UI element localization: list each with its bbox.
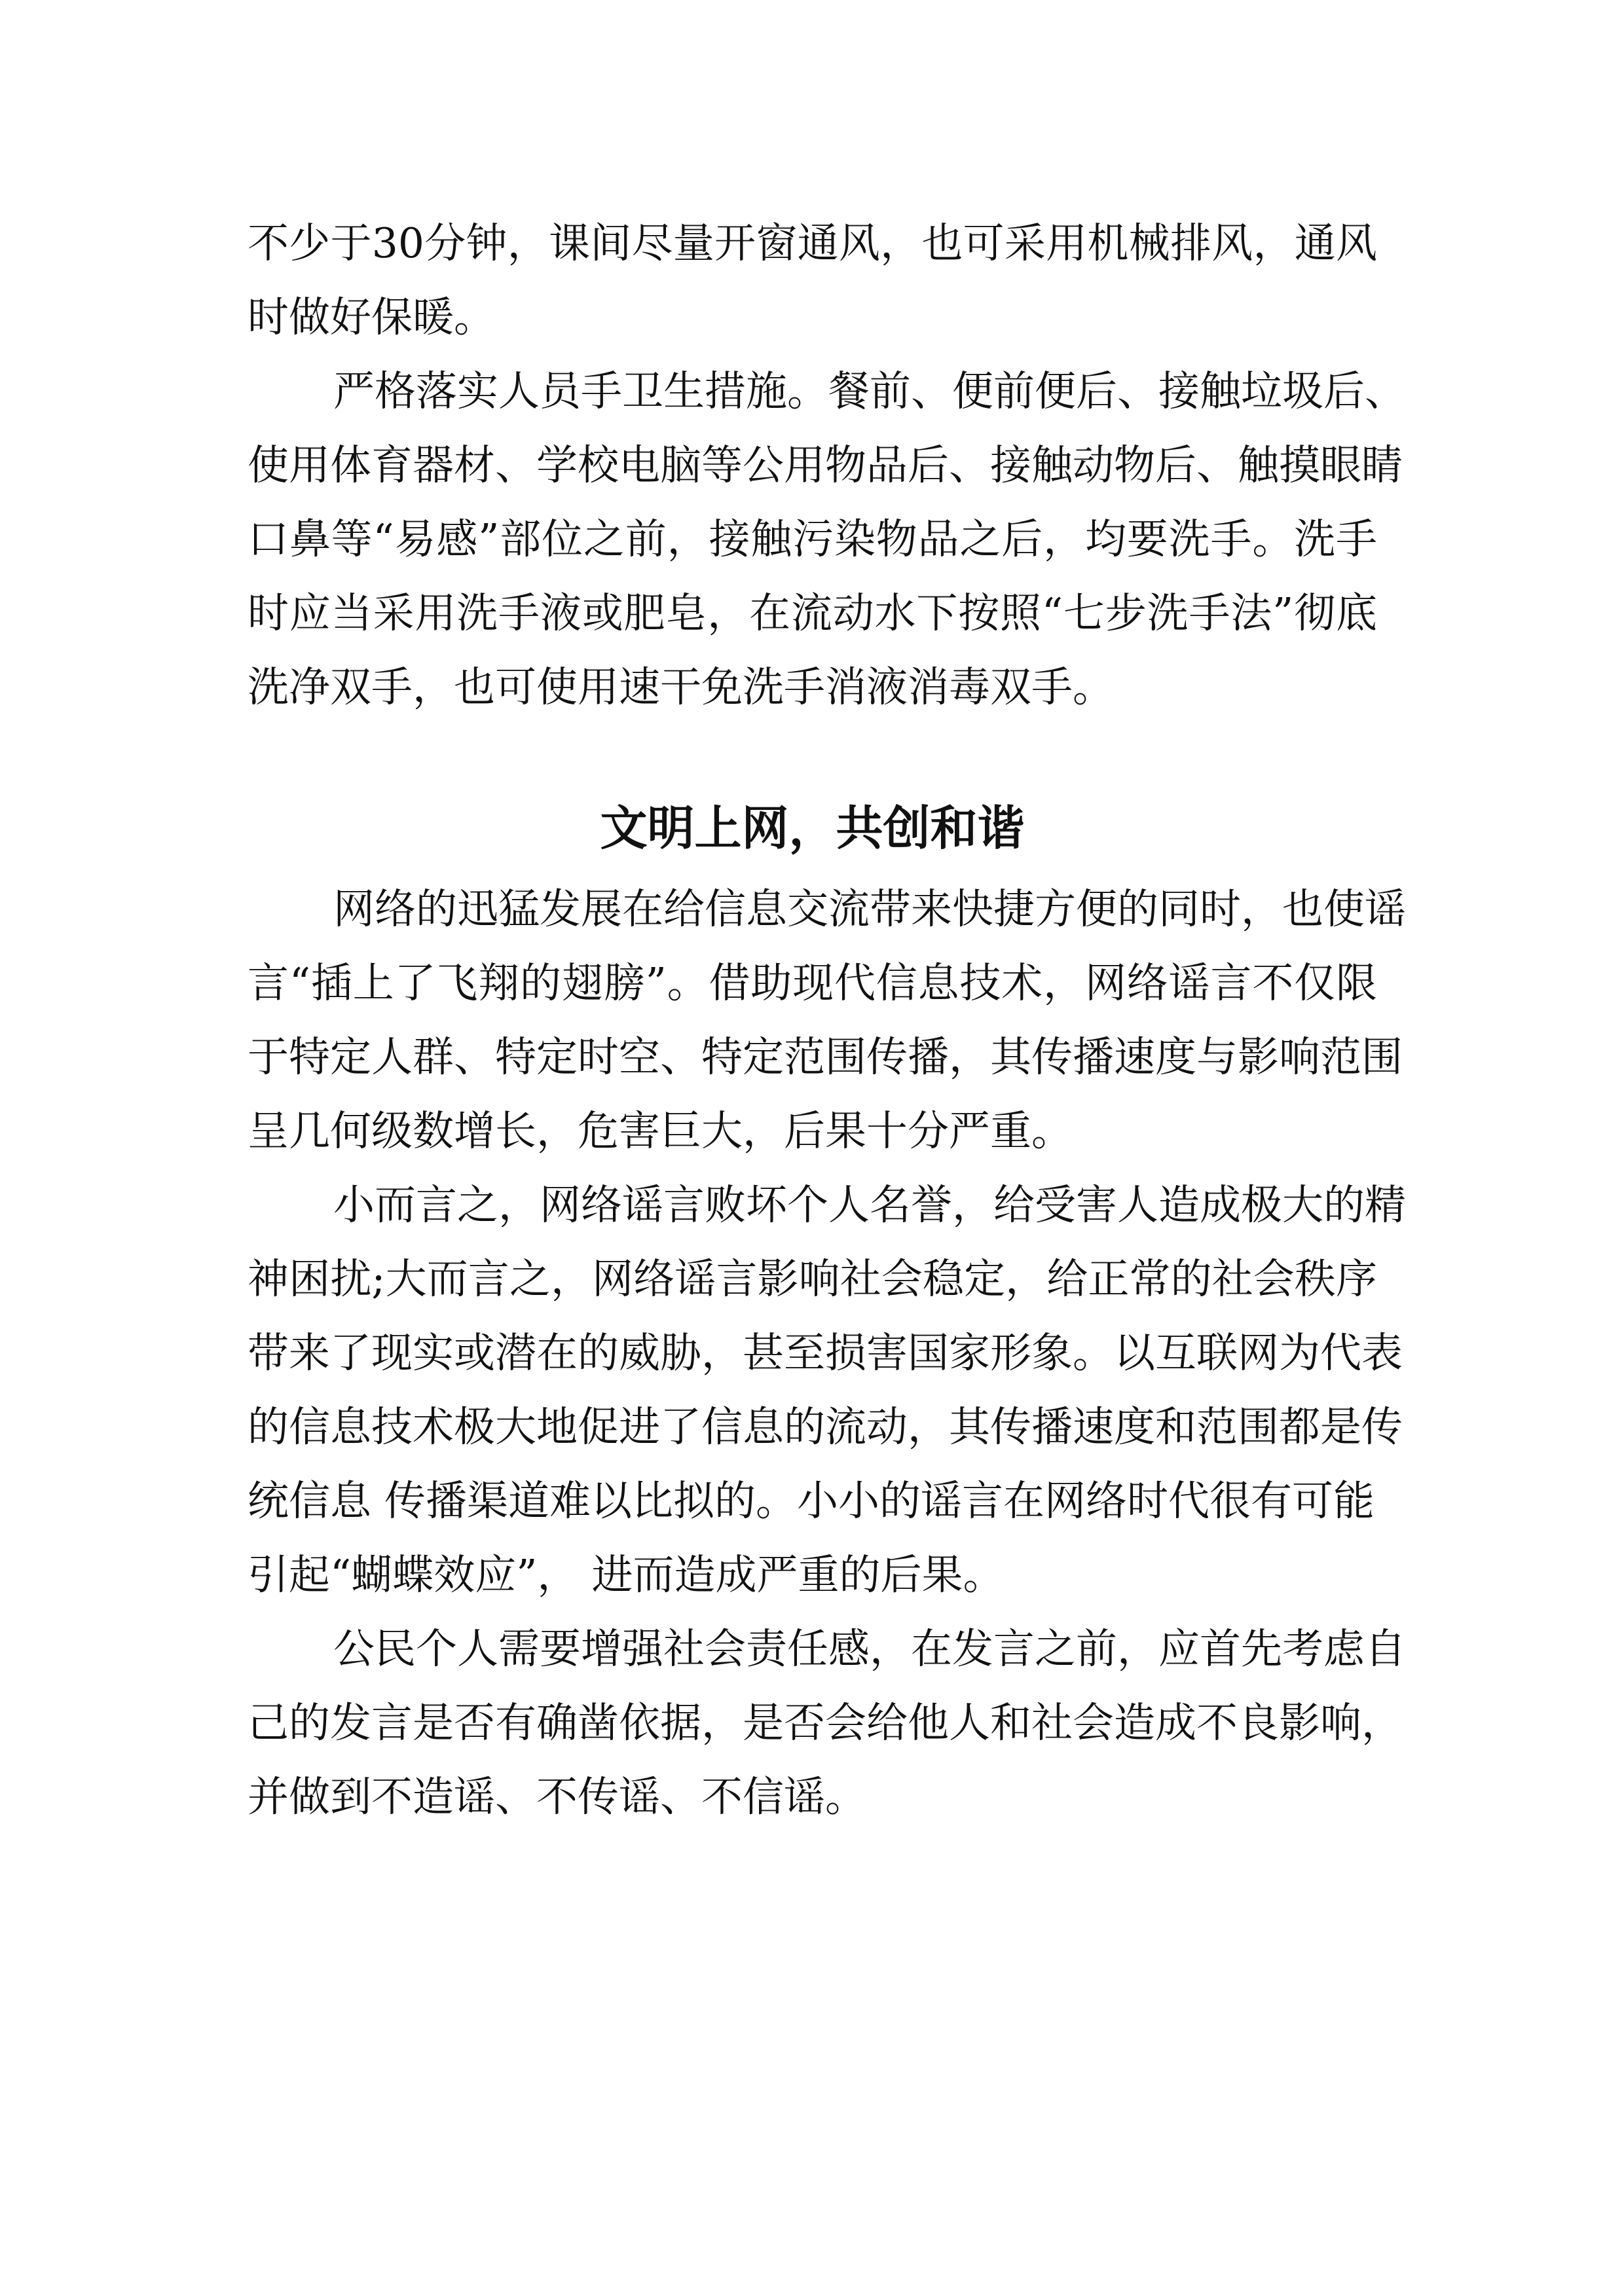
paragraph-line: 于特定人群、特定时空、特定范围传播，其传播速度与影响范围 bbox=[248, 1033, 1403, 1081]
paragraph-line: 不少于30分钟，课间尽量开窗通风，也可采用机械排风，通风 bbox=[248, 219, 1377, 267]
paragraph-line: 时应当采用洗手液或肥皂，在流动水下按照“七步洗手法”彻底 bbox=[248, 589, 1377, 637]
paragraph-line: 的信息技术极大地促进了信息的流动，其传播速度和范围都是传 bbox=[248, 1403, 1403, 1451]
paragraph-line: 己的发言是否有确凿依据，是否会给他人和社会造成不良影响， bbox=[248, 1699, 1403, 1747]
paragraph-line: 神困扰;大而言之，网络谣言影响社会稳定，给正常的社会秩序 bbox=[248, 1255, 1377, 1303]
paragraph-line: 统信息 传播渠道难以比拟的。小小的谣言在网络时代很有可能 bbox=[248, 1477, 1375, 1525]
paragraph-line: 口鼻等“易感”部位之前，接触污染物品之后，均要洗手。洗手 bbox=[248, 515, 1377, 563]
paragraph-line: 引起“蝴蝶效应”， 进而造成严重的后果。 bbox=[248, 1551, 1005, 1599]
paragraph-line: 网络的迅猛发展在给信息交流带来快捷方便的同时，也使谣 bbox=[333, 885, 1406, 933]
paragraph-line: 时做好保暖。 bbox=[248, 293, 495, 341]
paragraph-line: 呈几何级数增长，危害巨大，后果十分严重。 bbox=[248, 1107, 1073, 1155]
paragraph-line: 带来了现实或潜在的威胁，甚至损害国家形象。以互联网为代表 bbox=[248, 1329, 1403, 1377]
paragraph-line: 言“插上了飞翔的翅膀”。借助现代信息技术，网络谣言不仅限 bbox=[248, 959, 1377, 1007]
paragraph-line: 并做到不造谣、不传谣、不信谣。 bbox=[248, 1773, 866, 1821]
paragraph-line: 公民个人需要增强社会责任感，在发言之前，应首先考虑自 bbox=[333, 1625, 1406, 1673]
paragraph-line: 严格落实人员手卫生措施。餐前、便前便后、接触垃圾后、 bbox=[333, 367, 1406, 415]
paragraph-line: 小而言之，网络谣言败坏个人名誉，给受害人造成极大的精 bbox=[333, 1181, 1406, 1229]
paragraph-line: 使用体育器材、学校电脑等公用物品后、接触动物后、触摸眼睛 bbox=[248, 441, 1403, 489]
paragraph-line: 洗净双手，也可使用速干免洗手消液消毒双手。 bbox=[248, 663, 1114, 711]
section-title: 文明上网，共创和谐 bbox=[600, 801, 1025, 856]
